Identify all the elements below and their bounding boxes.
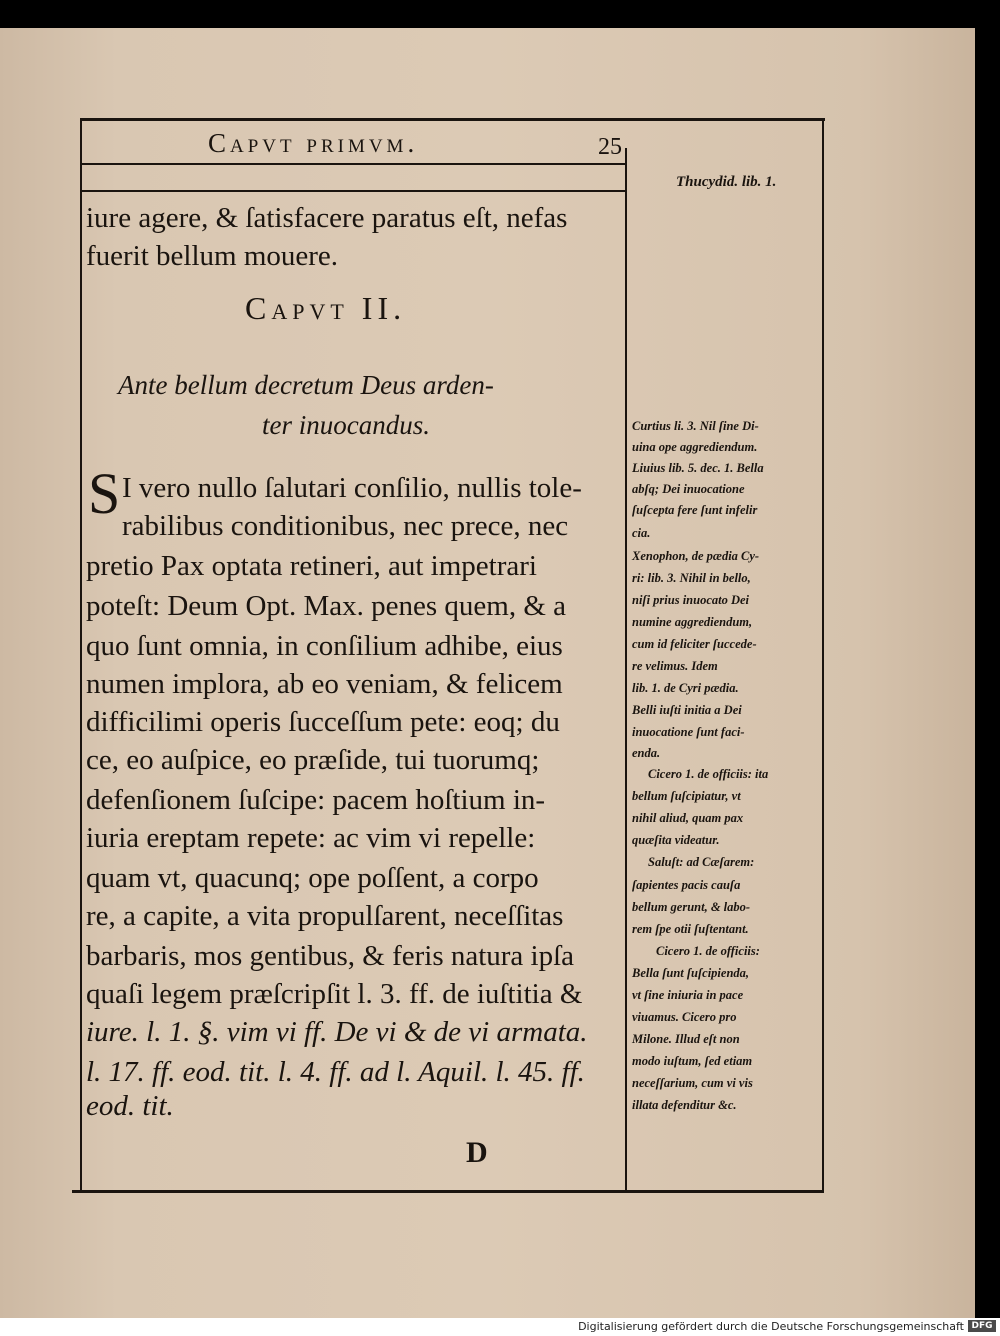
side-note-line: lib. 1. de Cyri pædia. xyxy=(632,681,739,695)
body-line: l. 17. ff. eod. tit. l. 4. ff. ad l. Aquil. l. 45. ff. xyxy=(86,1056,585,1088)
book-page xyxy=(0,28,975,1318)
side-note-line: nihil aliud, quam pax xyxy=(632,811,744,825)
body-line: iuria ereptam repete: ac vim vi repelle: xyxy=(86,822,536,854)
body-line: ce, eo auſpice, eo præſide, tui tuorumq; xyxy=(86,744,540,776)
signature-mark: D xyxy=(466,1136,488,1169)
dfg-logo: DFG xyxy=(968,1320,996,1332)
side-note-line: Saluſt: ad Cæſarem: xyxy=(648,855,755,869)
chapter-subtitle: ter inuocandus. xyxy=(262,410,430,440)
body-line: rabilibus conditionibus, nec prece, nec xyxy=(122,510,569,542)
body-line: re, a capite, a vita propulſarent, neceſſitas xyxy=(86,900,564,932)
intro-line: iure agere, & ſatisfacere paratus eſt, nefas xyxy=(86,202,568,234)
header-underline xyxy=(80,163,625,165)
side-note-line: re velimus. Idem xyxy=(632,659,718,673)
body-line: pretio Pax optata retineri, aut impetrari xyxy=(86,550,537,582)
side-note-line: cum id feliciter ſuccede- xyxy=(632,637,757,651)
body-line: quaſi legem præſcripſit l. 3. ff. de iuſtitia & xyxy=(86,978,583,1010)
intro-line: fuerit bellum mouere. xyxy=(86,240,339,272)
side-note-line: vt ſine iniuria in pace xyxy=(632,988,744,1002)
body-line: I vero nullo ſalutari conſilio, nullis tole- xyxy=(122,472,582,504)
footer-credit: Digitalisierung gefördert durch die Deutsche Forschungsgemeinschaft xyxy=(578,1320,964,1333)
body-line: numen implora, ab eo veniam, & felicem xyxy=(86,668,563,700)
right-border-rule xyxy=(822,118,824,1193)
body-line: difficilimi operis ſucceſſum pete: eoq; du xyxy=(86,706,560,738)
side-note-line: abſq; Dei inuocatione xyxy=(632,482,745,496)
text-block-underline xyxy=(80,190,625,192)
body-line: iure. l. 1. §. vim vi ff. De vi & de vi armata. xyxy=(86,1016,588,1048)
side-note-line: cia. xyxy=(632,526,651,540)
side-note-line: numine aggrediendum, xyxy=(632,615,753,629)
body-line: poteſt: Deum Opt. Max. penes quem, & a xyxy=(86,590,567,622)
side-note-line: illata defenditur &c. xyxy=(632,1098,737,1112)
body-line: quo ſunt omnia, in conſilium adhibe, eius xyxy=(86,630,563,662)
body-line: eod. tit. xyxy=(86,1090,174,1122)
running-title: Capvt primvm. xyxy=(208,128,419,158)
body-line: barbaris, mos gentibus, & feris natura ipſa xyxy=(86,940,575,972)
side-note-line: ſapientes pacis cauſa xyxy=(632,878,741,892)
page-number: 25 xyxy=(598,134,622,160)
side-note-line: inuocatione ſunt faci- xyxy=(632,725,745,739)
side-note-line: Belli iuſti initia a Dei xyxy=(632,703,742,717)
bottom-rule xyxy=(72,1190,824,1193)
side-note-line: bellum gerunt, & labo- xyxy=(632,900,751,914)
side-note-line: rem ſpe otii ſuſtentant. xyxy=(632,922,749,936)
body-line: defenſionem ſuſcipe: pacem hoſtium in- xyxy=(86,784,546,816)
side-note-line: neceſſarium, cum vi vis xyxy=(632,1076,753,1090)
side-note-line: uina ope aggrediendum. xyxy=(632,440,758,454)
side-note-line: Bella ſunt ſuſcipienda, xyxy=(632,966,750,980)
body-line: quam vt, quacunq; ope poſſent, a corpo xyxy=(86,862,539,894)
side-note-line: Liuius lib. 5. dec. 1. Bella xyxy=(632,461,764,475)
side-note-line: Xenophon, de pædia Cy- xyxy=(632,549,760,563)
side-note-line: Cicero 1. de officiis: ita xyxy=(648,767,769,781)
side-note-line: enda. xyxy=(632,746,661,760)
chapter-subtitle: Ante bellum decretum Deus arden- xyxy=(118,370,494,400)
side-note-line: quæſita videatur. xyxy=(632,833,720,847)
side-note-line: ri: lib. 3. Nihil in bello, xyxy=(632,571,751,585)
side-note-line: bellum ſuſcipiatur, vt xyxy=(632,789,741,803)
side-note-line: Milone. Illud eſt non xyxy=(632,1032,740,1046)
margin-reference: Thucydid. lib. 1. xyxy=(676,174,777,190)
side-note-line: Curtius li. 3. Nil ſine Di- xyxy=(632,419,759,433)
side-note-line: Cicero 1. de officiis: xyxy=(656,944,760,958)
side-note-line: ſuſcepta fere ſunt infelir xyxy=(632,503,758,517)
left-border-rule xyxy=(80,118,82,1193)
column-divider-rule xyxy=(625,148,627,1193)
chapter-title: Capvt II. xyxy=(245,290,407,326)
side-note-line: viuamus. Cicero pro xyxy=(632,1010,737,1024)
side-note-line: niſi prius inuocato Dei xyxy=(632,593,750,607)
drop-cap: S xyxy=(88,461,121,526)
side-note-line: modo iuſtum, ſed etiam xyxy=(632,1054,753,1068)
top-rule xyxy=(80,118,825,121)
